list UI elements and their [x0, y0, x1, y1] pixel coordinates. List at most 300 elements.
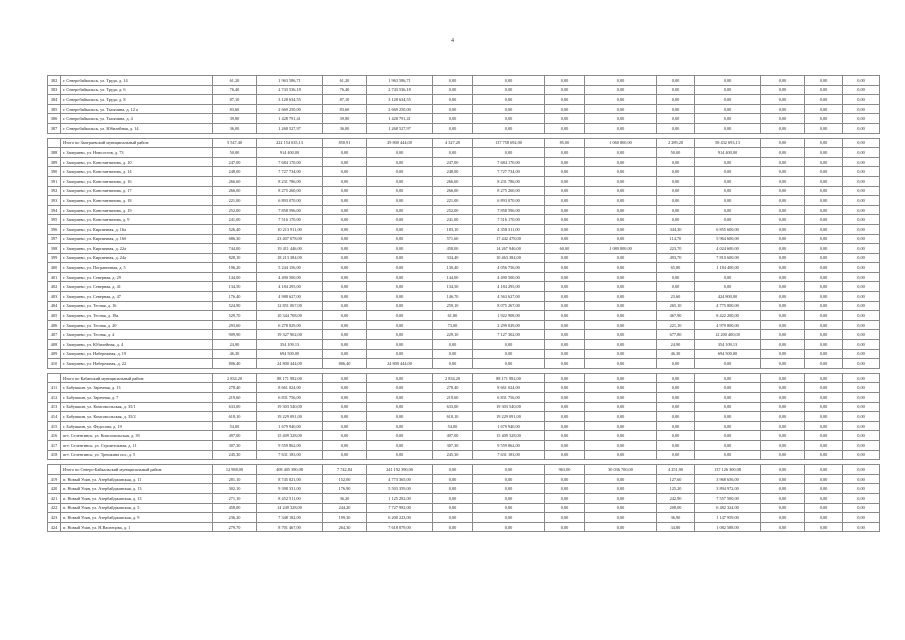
value-cell: 1 082 588,00 [695, 522, 761, 532]
address-cell: п. Новый Уоян, ул. Азербайджанская, д. 11 [61, 474, 213, 484]
value-cell: 0,00 [545, 253, 585, 263]
value-cell: 0,00 [323, 244, 367, 254]
value-cell: 0,00 [843, 474, 880, 484]
table-row [48, 167, 880, 177]
row-number-cell: 385 [48, 104, 61, 114]
table-row [48, 176, 880, 186]
table-row [48, 76, 880, 86]
value-cell: 8 661 024,00 [257, 383, 323, 393]
value-cell: 293,60 [213, 320, 257, 330]
value-cell: 0,00 [805, 349, 843, 359]
row-number-cell: 403 [48, 292, 61, 302]
value-cell: 7 684 170,00 [257, 157, 323, 167]
value-cell: 0,00 [805, 465, 843, 475]
value-cell: 36,90 [657, 513, 695, 523]
address-cell: Итого по Заиграевский муниципальный район: [61, 138, 213, 148]
value-cell: 806,40 [323, 359, 367, 369]
value-cell: 54,00 [213, 421, 257, 431]
value-cell: 0,00 [695, 393, 761, 403]
value-cell: 0,00 [695, 167, 761, 177]
value-cell: 0,00 [367, 176, 433, 186]
value-cell: 24 800 444,00 [367, 359, 433, 369]
value-cell: 0,00 [585, 157, 657, 167]
value-cell: 259,10 [433, 301, 473, 311]
value-cell: 3 968 656,00 [695, 474, 761, 484]
value-cell: 0,00 [761, 484, 805, 494]
value-cell: 0,00 [367, 431, 433, 441]
value-cell: 0,00 [657, 167, 695, 177]
value-cell: 0,00 [843, 148, 880, 158]
value-cell: 0,00 [657, 95, 695, 105]
value-cell: 1 147 959,00 [695, 513, 761, 523]
value-cell: 199,30 [323, 513, 367, 523]
value-cell: 0,00 [761, 224, 805, 234]
value-cell: 0,00 [843, 503, 880, 513]
table-row [48, 431, 880, 441]
row-number-cell: 402 [48, 282, 61, 292]
value-cell: 0,00 [545, 301, 585, 311]
value-cell: 0,00 [367, 383, 433, 393]
address-cell: г. Заиграево, ул. Константинова, д. 17 [61, 186, 213, 196]
value-cell: 0,00 [545, 157, 585, 167]
value-cell: 221,10 [657, 320, 695, 330]
value-cell: 0,00 [323, 224, 367, 234]
value-cell: 0,00 [805, 421, 843, 431]
value-cell: 0,00 [805, 440, 843, 450]
value-cell: 0,00 [657, 123, 695, 133]
value-cell: 236,20 [213, 513, 257, 523]
value-cell: 0,00 [433, 349, 473, 359]
value-cell: 0,00 [473, 513, 545, 523]
value-cell: 271,10 [213, 493, 257, 503]
value-cell: 0,00 [843, 311, 880, 321]
value-cell: 0,00 [585, 205, 657, 215]
value-cell: 29 800 444,00 [367, 138, 433, 148]
value-cell: 909,90 [213, 330, 257, 340]
row-number-cell: 413 [48, 402, 61, 412]
value-cell: 0,00 [805, 359, 843, 369]
value-cell: 4 327,20 [433, 138, 473, 148]
value-cell: 0,00 [585, 234, 657, 244]
total-row [48, 373, 880, 383]
value-cell: 307,30 [433, 440, 473, 450]
value-cell: 1 963 586,71 [257, 76, 323, 86]
value-cell: 7 684 170,00 [473, 157, 545, 167]
value-cell: 208,00 [657, 503, 695, 513]
value-cell: 0,00 [843, 292, 880, 302]
value-cell: 0,00 [761, 148, 805, 158]
value-cell: 0,00 [585, 167, 657, 177]
value-cell: 0,00 [585, 123, 657, 133]
value-cell: 7 631 183,00 [257, 450, 323, 460]
row-number-cell: 408 [48, 340, 61, 350]
value-cell: 19 411 446,00 [257, 244, 323, 254]
row-number-cell: 407 [48, 330, 61, 340]
value-cell: 354 109,13 [695, 340, 761, 350]
value-cell: 4 358 311,00 [473, 224, 545, 234]
value-cell: 8 075 267,00 [473, 301, 545, 311]
value-cell: 23 407 078,00 [257, 234, 323, 244]
value-cell: 36,20 [323, 493, 367, 503]
value-cell: 0,00 [843, 95, 880, 105]
value-cell: 0,00 [323, 157, 367, 167]
row-number-cell: 416 [48, 431, 61, 441]
value-cell: 0,00 [367, 234, 433, 244]
value-cell: 334,40 [433, 253, 473, 263]
value-cell: 176,40 [213, 292, 257, 302]
value-cell: 14 267 946,00 [473, 244, 545, 254]
value-cell: 0,00 [805, 412, 843, 422]
address-cell: г. Заиграево, ул. Набережная, д. 19 [61, 349, 213, 359]
value-cell: 0,00 [545, 234, 585, 244]
value-cell: 0,00 [433, 513, 473, 523]
value-cell: 0,00 [433, 123, 473, 133]
value-cell: 0,00 [657, 104, 695, 114]
value-cell: 0,00 [433, 76, 473, 86]
value-cell: 88 171 982,00 [473, 373, 545, 383]
value-cell: 73,00 [433, 320, 473, 330]
value-cell: 0,00 [761, 263, 805, 273]
address-cell: г. Заиграево, ул. Кирпичная, д. 22а [61, 244, 213, 254]
value-cell: 0,00 [433, 85, 473, 95]
value-cell: 0,00 [323, 215, 367, 225]
value-cell: 0,00 [805, 383, 843, 393]
value-cell: 265,10 [657, 301, 695, 311]
value-cell: 0,00 [585, 253, 657, 263]
value-cell: 1 428 791,41 [257, 114, 323, 124]
table-row [48, 402, 880, 412]
row-number-cell: 392 [48, 186, 61, 196]
value-cell: 0,00 [323, 340, 367, 350]
value-cell: 0,00 [695, 176, 761, 186]
table-row [48, 215, 880, 225]
value-cell: 0,00 [843, 104, 880, 114]
value-cell: 0,00 [657, 215, 695, 225]
value-cell: 0,00 [585, 493, 657, 503]
row-number-cell: 415 [48, 421, 61, 431]
value-cell: 0,00 [585, 263, 657, 273]
address-cell: пгт. Селенгинск, ул. Комсомольская, д. 39 [61, 431, 213, 441]
value-cell: 241 192 390,00 [367, 465, 433, 475]
value-cell: 0,00 [805, 95, 843, 105]
address-cell: г. Заиграево, ул. Кирпичная, д. 16а [61, 224, 213, 234]
value-cell: 0,00 [805, 123, 843, 133]
value-cell: 0,00 [761, 522, 805, 532]
value-cell: 0,00 [657, 157, 695, 167]
value-cell: 0,00 [761, 373, 805, 383]
value-cell: 7 557 500,00 [695, 493, 761, 503]
value-cell: 0,00 [761, 503, 805, 513]
value-cell: 0,00 [695, 373, 761, 383]
value-cell: 963,00 [545, 465, 585, 475]
value-cell: 0,00 [843, 234, 880, 244]
value-cell: 8 231 786,00 [257, 176, 323, 186]
value-cell: 54,00 [433, 421, 473, 431]
address-cell: п. Новый Уоян, ул. Азербайджанская, д. 5 [61, 503, 213, 513]
table-row [48, 114, 880, 124]
value-cell: 0,00 [843, 450, 880, 460]
value-cell: 0,00 [323, 176, 367, 186]
value-cell: 10 344 708,00 [257, 311, 323, 321]
value-cell: 0,00 [585, 148, 657, 158]
value-cell: 125,20 [657, 484, 695, 494]
value-cell: 10 213 911,00 [257, 224, 323, 234]
value-cell: 0,00 [433, 484, 473, 494]
value-cell: 0,00 [657, 272, 695, 282]
value-cell: 0,00 [433, 474, 473, 484]
value-cell: 0,00 [657, 186, 695, 196]
value-cell: 0,00 [367, 292, 433, 302]
value-cell: 806,40 [213, 359, 257, 369]
value-cell: 0,00 [805, 522, 843, 532]
value-cell: 0,00 [695, 282, 761, 292]
value-cell: 19 327 902,00 [257, 330, 323, 340]
value-cell: 633,00 [213, 402, 257, 412]
value-cell: 8 452 511,00 [257, 493, 323, 503]
value-cell: 0,00 [657, 402, 695, 412]
value-cell: 0,00 [433, 503, 473, 513]
value-cell: 424 800,00 [695, 292, 761, 302]
value-cell: 0,00 [657, 393, 695, 403]
value-cell: 0,00 [805, 340, 843, 350]
value-cell: 0,00 [323, 301, 367, 311]
value-cell: 0,00 [843, 359, 880, 369]
value-cell: 677,80 [657, 330, 695, 340]
value-cell: 0,00 [545, 340, 585, 350]
value-cell: 15 409 328,00 [473, 431, 545, 441]
address-cell: п. Новый Уоян, ул. Азербайджанская, д. 13 [61, 493, 213, 503]
value-cell: 0,00 [805, 244, 843, 254]
value-cell: 7 516 170,00 [257, 215, 323, 225]
value-cell: 0,00 [843, 431, 880, 441]
table-row [48, 359, 880, 369]
value-cell: 0,00 [761, 431, 805, 441]
row-number-cell: 411 [48, 383, 61, 393]
value-cell: 247,00 [213, 157, 257, 167]
value-cell: 0,00 [695, 440, 761, 450]
value-cell: 307,30 [213, 440, 257, 450]
value-cell: 221,00 [433, 196, 473, 206]
value-cell: 88 171 982,00 [257, 373, 323, 383]
value-cell: 0,00 [545, 76, 585, 86]
value-cell: 4 979 800,00 [695, 320, 761, 330]
value-cell: 5 244 156,00 [257, 263, 323, 273]
value-cell: 2 834,20 [213, 373, 257, 383]
value-cell: 0,00 [843, 349, 880, 359]
value-cell: 408 405 390,08 [257, 465, 323, 475]
row-number-cell: 417 [48, 440, 61, 450]
value-cell: 0,00 [323, 383, 367, 393]
value-cell: 6 831 756,00 [257, 393, 323, 403]
value-cell: 0,00 [843, 484, 880, 494]
value-cell: 15 409 328,00 [257, 431, 323, 441]
table-row [48, 95, 880, 105]
value-cell: 0,00 [473, 474, 545, 484]
table-row [48, 393, 880, 403]
value-cell: 0,00 [473, 104, 545, 114]
value-cell: 18 213 384,00 [257, 253, 323, 263]
table-row [48, 272, 880, 282]
value-cell: 1 060 800,00 [585, 138, 657, 148]
value-cell: 0,00 [473, 340, 545, 350]
row-number-cell: 386 [48, 114, 61, 124]
value-cell: 0,00 [761, 440, 805, 450]
value-cell: 266,60 [213, 176, 257, 186]
value-cell: 618,10 [433, 412, 473, 422]
value-cell: 0,00 [473, 465, 545, 475]
address-cell: г. Северобайкальск, ул. Труда, д. 14 [61, 76, 213, 86]
value-cell: 0,00 [323, 148, 367, 158]
address-cell: г. Заиграево, ул. Кирпичная, д. 16б [61, 234, 213, 244]
value-cell: 2 669 250,00 [367, 104, 433, 114]
value-cell: 0,00 [805, 148, 843, 158]
value-cell: 0,00 [585, 85, 657, 95]
value-cell: 0,00 [761, 311, 805, 321]
row-number-cell: 390 [48, 167, 61, 177]
value-cell: 0,00 [545, 148, 585, 158]
value-cell: 828,10 [213, 253, 257, 263]
value-cell: 0,00 [367, 167, 433, 177]
value-cell: 0,00 [761, 244, 805, 254]
value-cell: 114,70 [657, 234, 695, 244]
value-cell: 264,30 [323, 522, 367, 532]
value-cell: 0,00 [805, 431, 843, 441]
value-cell: 0,00 [843, 272, 880, 282]
value-cell: 0,00 [367, 263, 433, 273]
value-cell: 0,00 [805, 393, 843, 403]
value-cell: 278,40 [213, 383, 257, 393]
value-cell: 8 275 260,00 [257, 186, 323, 196]
value-cell: 0,00 [657, 85, 695, 95]
value-cell: 0,00 [805, 301, 843, 311]
value-cell: 0,00 [585, 186, 657, 196]
value-cell: 0,00 [805, 263, 843, 273]
value-cell: 0,00 [323, 167, 367, 177]
value-cell: 0,00 [761, 474, 805, 484]
value-cell: 0,00 [585, 474, 657, 484]
value-cell: 0,00 [545, 167, 585, 177]
value-cell: 0,00 [323, 330, 367, 340]
value-cell: 0,00 [585, 440, 657, 450]
value-cell: 0,00 [545, 383, 585, 393]
value-cell: 0,00 [585, 292, 657, 302]
value-cell: 0,00 [805, 76, 843, 86]
value-cell: 229,10 [433, 330, 473, 340]
value-cell: 0,00 [805, 253, 843, 263]
address-cell: г. Заиграево, ул. Северная, д. 29 [61, 272, 213, 282]
value-cell: 0,00 [545, 123, 585, 133]
value-cell: 0,00 [805, 196, 843, 206]
value-cell: 4 773 365,00 [367, 474, 433, 484]
value-cell: 4 251,90 [657, 465, 695, 475]
value-cell: 302,10 [213, 484, 257, 494]
value-cell: 0,00 [585, 311, 657, 321]
value-cell: 0,00 [657, 373, 695, 383]
value-cell: 0,00 [585, 421, 657, 431]
value-cell: 0,00 [843, 282, 880, 292]
value-cell: 0,00 [761, 450, 805, 460]
address-cell: г. Бабушкин, ул. Комсомольская, д. 35/1 [61, 402, 213, 412]
value-cell: 6 855 600,00 [695, 224, 761, 234]
value-cell: 0,00 [367, 440, 433, 450]
value-cell: 0,00 [545, 186, 585, 196]
value-cell: 241,00 [213, 215, 257, 225]
value-cell: 83,60 [213, 104, 257, 114]
address-cell: Итого по Кабанский муниципальный район: [61, 373, 213, 383]
value-cell: 0,00 [545, 421, 585, 431]
value-cell: 0,00 [585, 176, 657, 186]
value-cell: 4 184 295,00 [473, 282, 545, 292]
value-cell: 0,00 [843, 215, 880, 225]
value-cell: 1 963 586,71 [367, 76, 433, 86]
value-cell: 0,00 [657, 282, 695, 292]
value-cell: 0,00 [367, 311, 433, 321]
address-cell: г. Заиграево, ул. Набережная, д. 22 [61, 359, 213, 369]
row-number-cell [48, 138, 61, 148]
value-cell: 0,00 [805, 503, 843, 513]
value-cell: 0,00 [843, 176, 880, 186]
value-cell: 39,80 [323, 114, 367, 124]
value-cell: 8 422 200,00 [695, 311, 761, 321]
value-cell: 0,00 [695, 402, 761, 412]
value-cell: 6 482 324,00 [695, 503, 761, 513]
row-number-cell: 384 [48, 95, 61, 105]
value-cell: 0,00 [843, 393, 880, 403]
address-cell: г. Заиграево, ул. Константинова, д. 18 [61, 196, 213, 206]
row-number-cell: 424 [48, 522, 61, 532]
value-cell: 130,40 [433, 263, 473, 273]
table-row [48, 157, 880, 167]
value-cell: 0,00 [761, 412, 805, 422]
address-cell: пгт. Селенгинск, ул. Строительная, д. 11 [61, 440, 213, 450]
value-cell: 0,00 [585, 412, 657, 422]
table-row [48, 196, 880, 206]
value-cell: 0,00 [323, 234, 367, 244]
value-cell: 0,00 [657, 114, 695, 124]
value-cell: 497,00 [213, 431, 257, 441]
value-cell: 0,00 [473, 484, 545, 494]
value-cell: 219,60 [433, 393, 473, 403]
row-number-cell: 399 [48, 253, 61, 263]
value-cell: 0,00 [323, 402, 367, 412]
table-row [48, 383, 880, 393]
value-cell: 7 516 170,00 [473, 215, 545, 225]
table-row [48, 234, 880, 244]
value-cell: 137 758 692,00 [473, 138, 545, 148]
value-cell: 0,00 [761, 359, 805, 369]
value-cell: 0,00 [657, 359, 695, 369]
value-cell: 0,00 [585, 330, 657, 340]
table-row [48, 85, 880, 95]
row-number-cell: 383 [48, 85, 61, 95]
row-number-cell: 412 [48, 393, 61, 403]
value-cell: 3 128 634,55 [367, 95, 433, 105]
value-cell: 0,00 [585, 393, 657, 403]
value-cell: 0,00 [323, 272, 367, 282]
value-cell: 0,00 [367, 301, 433, 311]
value-cell: 0,00 [805, 85, 843, 95]
value-cell: 0,00 [367, 157, 433, 167]
value-cell: 0,00 [761, 513, 805, 523]
value-cell: 0,00 [761, 114, 805, 124]
row-number-cell: 398 [48, 244, 61, 254]
value-cell: 0,00 [585, 215, 657, 225]
value-cell: 0,00 [323, 292, 367, 302]
value-cell: 0,00 [657, 412, 695, 422]
value-cell: 0,00 [323, 205, 367, 215]
value-cell: 8 231 786,00 [473, 176, 545, 186]
address-cell: г. Заиграево, ул. Константинова, д. 16 [61, 176, 213, 186]
